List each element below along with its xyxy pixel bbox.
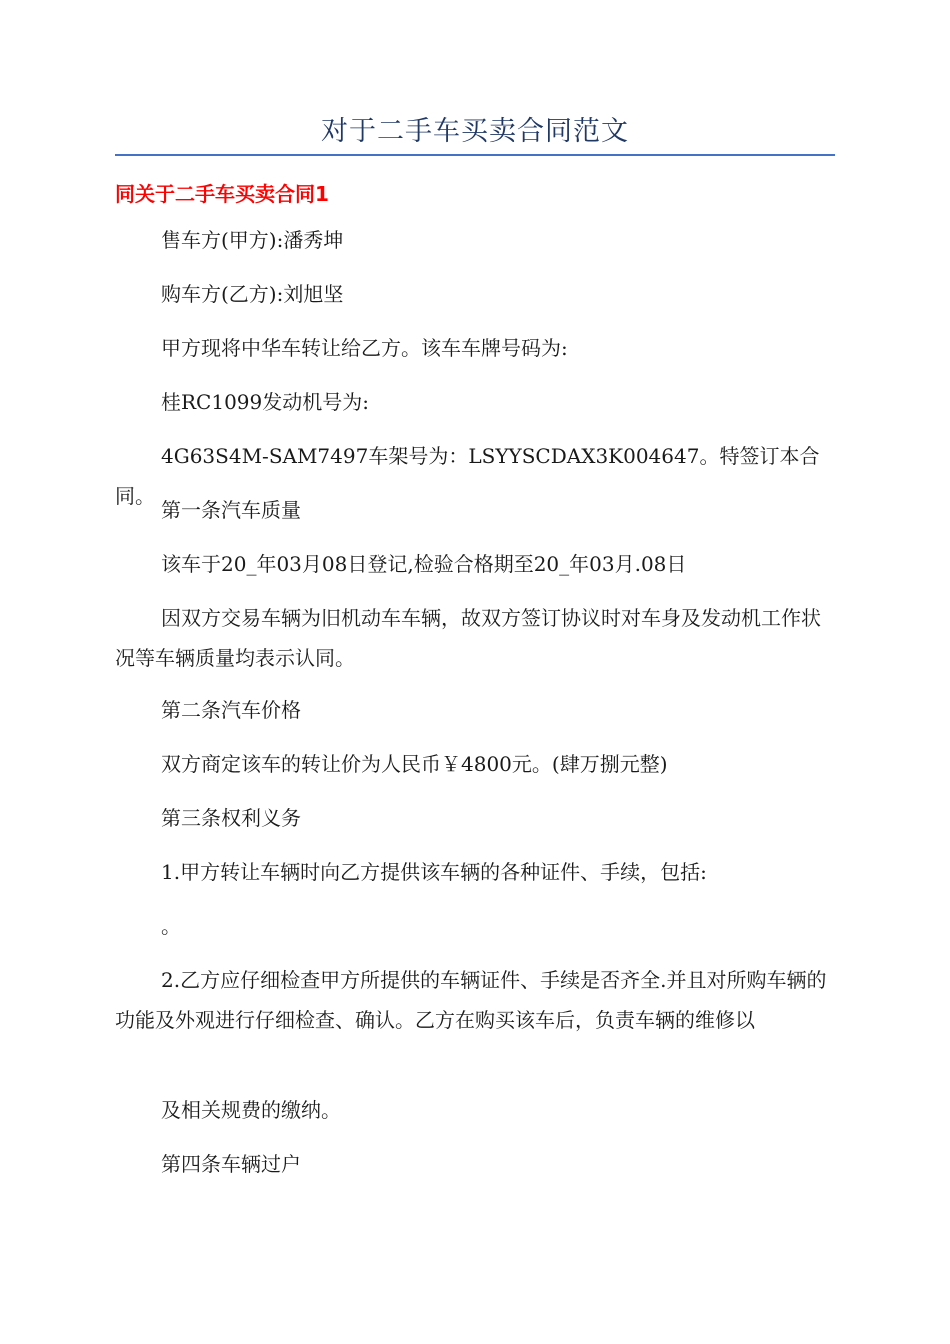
paragraph-fees: 及相关规费的缴纳。 <box>161 1098 341 1122</box>
section-heading: 同关于二手车买卖合同1 <box>115 182 329 206</box>
title-underline-divider <box>115 154 835 156</box>
paragraph-obligation-1: 1.甲方转让车辆时向乙方提供该车辆的各种证件、手续，包括: <box>161 860 707 884</box>
paragraph-registration-dates: 该车于20_年03月08日登记,检验合格期至20_年03月.08日 <box>161 552 687 576</box>
article-4-heading: 第四条车辆过户 <box>161 1152 301 1176</box>
paragraph-buyer: 购车方(乙方):刘旭坚 <box>161 282 344 306</box>
paragraph-plate-number: 桂RC1099发动机号为: <box>161 390 369 414</box>
article-2-heading: 第二条汽车价格 <box>161 698 301 722</box>
article-1-heading: 第一条汽车质量 <box>161 498 301 522</box>
paragraph-obligation-2: 2.乙方应仔细检查甲方所提供的车辆证件、手续是否齐全.并且对所购车辆的功能及外观进行仔细检查、确认。乙方在购买该车后，负责车辆的维修以 <box>115 968 827 1032</box>
paragraph-quality-acknowledgement: 因双方交易车辆为旧机动车车辆，故双方签订协议时对车身及发动机工作状况等车辆质量均表示认同。 <box>115 606 821 670</box>
paragraph-engine-vin: 4G63S4M-SAM7497车架号为：LSYYSCDAX3K004647。特签订本合同。 <box>115 444 820 508</box>
paragraph-transfer-statement: 甲方现将中华车转让给乙方。该车车牌号码为: <box>161 336 568 360</box>
article-3-heading: 第三条权利义务 <box>161 806 301 830</box>
paragraph-seller: 售车方(甲方):潘秀坤 <box>161 228 344 252</box>
paragraph-price: 双方商定该车的转让价为人民币￥4800元。(肆万捌元整) <box>161 752 668 776</box>
paragraph-period: 。 <box>161 914 181 938</box>
document-title: 对于二手车买卖合同范文 <box>321 116 629 147</box>
